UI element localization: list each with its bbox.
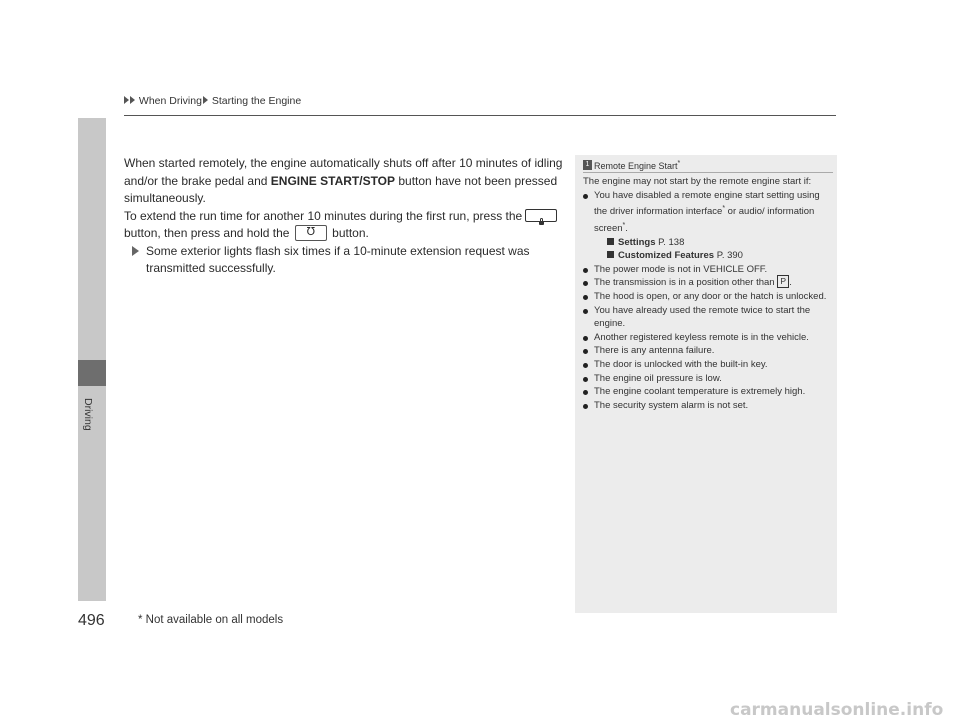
asterisk: *	[722, 205, 726, 213]
list-item-text: The transmission is in a position other than	[594, 277, 775, 289]
side-tab-top	[78, 118, 106, 360]
list-item-text: .	[789, 277, 792, 289]
note-exterior-lights	[146, 243, 564, 278]
note-number-badge: 1	[583, 160, 592, 170]
list-item-text: You have disabled a remote engine start setting using the driver information interface	[594, 189, 820, 218]
paragraph-extend-runtime	[124, 208, 564, 243]
bullet-icon	[583, 309, 588, 314]
reference-settings[interactable]	[583, 236, 835, 250]
reference-customized-features[interactable]	[583, 249, 835, 263]
bullet-icon	[583, 363, 588, 368]
header-divider	[124, 115, 836, 116]
breadcrumb-item-starting-the-engine[interactable]: Starting the Engine	[211, 95, 302, 107]
list-item-text: There is any antenna failure.	[594, 345, 715, 357]
reference-title[interactable]: Customized Features	[618, 250, 715, 262]
list-item	[583, 290, 835, 304]
list-item	[583, 331, 835, 345]
bullet-icon	[583, 404, 588, 409]
bullet-icon	[583, 281, 588, 286]
list-item-text: Another registered keyless remote is in the vehicle.	[594, 331, 809, 343]
list-item	[583, 372, 835, 386]
lock-icon	[525, 209, 557, 222]
sidebar-intro: The engine may not start by the remote engine start if:	[583, 176, 812, 187]
reference-page[interactable]: P. 390	[714, 250, 743, 262]
watermark: carmanualsonline.info	[730, 700, 944, 720]
side-tab-label: Driving	[82, 398, 94, 431]
triangle-right-icon	[130, 96, 135, 104]
list-item	[583, 263, 835, 277]
asterisk: *	[677, 160, 681, 167]
bullet-icon	[583, 377, 588, 382]
reference-arrow-icon	[607, 238, 614, 245]
reference-page[interactable]: P. 138	[655, 236, 685, 248]
list-item-text: The security system alarm is not set.	[594, 399, 749, 411]
arrow-right-icon	[132, 246, 139, 256]
list-item	[583, 304, 835, 331]
triangle-right-icon	[124, 96, 129, 104]
bullet-icon	[583, 295, 588, 300]
remote-engine-start-icon: ℧	[295, 225, 327, 241]
paragraph-text: To extend the run time for another 10 minutes during the first run, press the	[124, 208, 523, 223]
list-item-text: or audio/ information screen	[594, 206, 815, 235]
bullet-icon	[583, 194, 588, 199]
paragraph-text: button.	[332, 226, 369, 240]
reference-title[interactable]: Settings	[618, 236, 656, 248]
sidebar-title-text: Remote Engine Start	[594, 161, 678, 171]
list-item-text: The door is unlocked with the built-in key.	[594, 359, 768, 371]
breadcrumb	[124, 95, 302, 107]
list-item-text: The engine oil pressure is low.	[594, 372, 722, 384]
list-item	[583, 358, 835, 372]
list-item	[583, 189, 835, 236]
footnote: * Not available on all models	[138, 614, 284, 626]
paragraph-text: button, then press and hold the	[124, 226, 290, 240]
list-item	[583, 385, 835, 399]
bullet-icon	[583, 390, 588, 395]
bullet-icon	[583, 268, 588, 273]
list-item-text: .	[625, 223, 628, 235]
list-item	[583, 344, 835, 358]
main-content	[124, 155, 564, 278]
engine-start-stop-label: ENGINE START/STOP	[270, 173, 396, 188]
reference-arrow-icon	[607, 251, 614, 258]
triangle-right-icon	[203, 96, 208, 104]
bullet-icon	[583, 349, 588, 354]
list-item-text: The power mode is not in VEHICLE OFF.	[594, 263, 768, 275]
sidebar-body	[583, 175, 835, 412]
list-item-text: The hood is open, or any door or the hatch is unlocked.	[594, 291, 827, 303]
paragraph-text: When started remotely, the engine automatically shuts off after 10 minutes of idling and/or the brake pedal and	[124, 156, 563, 188]
page-number: 496	[78, 612, 105, 629]
sidebar-title	[583, 160, 680, 171]
paragraph-text: button have not been pressed simultaneously.	[124, 173, 558, 205]
list-item	[583, 276, 835, 290]
side-tab-marker	[78, 360, 106, 386]
list-item-text: You have already used the remote twice to start the engine.	[594, 304, 811, 330]
paragraph-text: Some exterior lights flash six times if a 10-minute extension request was transmitted successfully.	[146, 243, 530, 275]
list-item	[583, 399, 835, 413]
sidebar-title-row	[583, 160, 833, 173]
asterisk: *	[622, 221, 626, 229]
list-item-text: The engine coolant temperature is extremely high.	[594, 386, 806, 398]
bullet-icon	[583, 336, 588, 341]
paragraph-auto-shutoff	[124, 155, 564, 208]
park-position-icon: P	[777, 275, 789, 288]
breadcrumb-item-when-driving[interactable]: When Driving	[138, 95, 202, 107]
sidebar-note	[575, 155, 837, 613]
